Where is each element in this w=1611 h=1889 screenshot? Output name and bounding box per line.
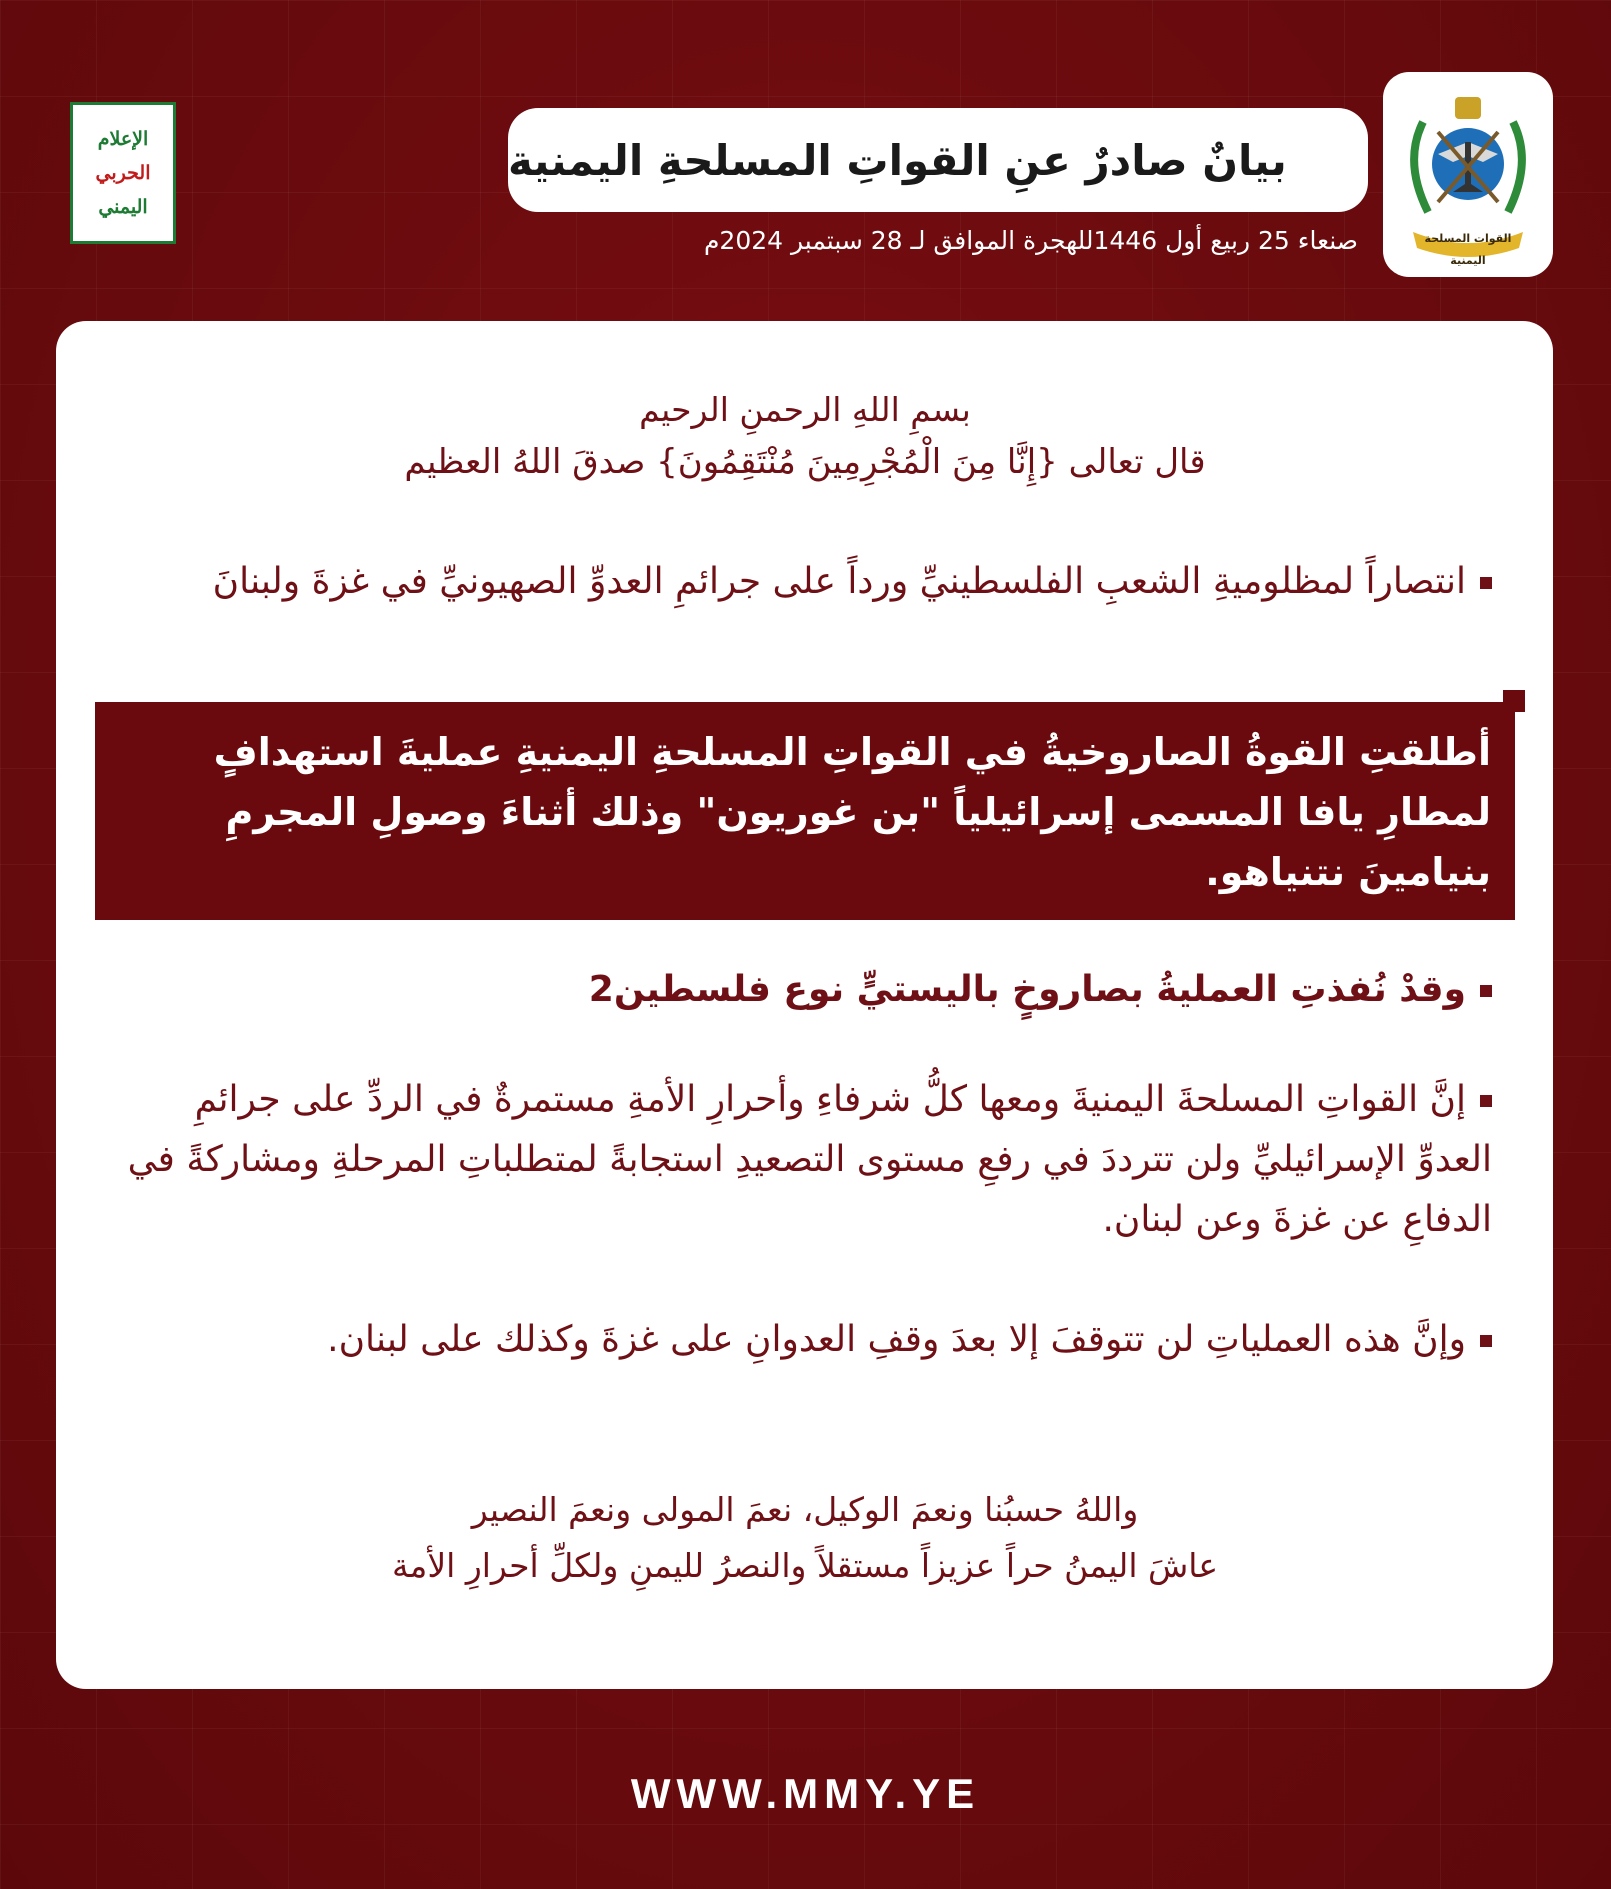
website-url: WWW.MMY.YE [630, 1770, 981, 1817]
paragraph-4-text: وإنَّ هذه العملياتِ لن تتوقفَ إلا بعدَ وقفِ العدوانِ على غزةَ وكذلك على لبنان. [327, 1319, 1466, 1360]
paragraph-4 [120, 1310, 1492, 1370]
paragraph-1-text: انتصاراً لمظلوميةِ الشعبِ الفلسطينيِّ ورداً على جرائمِ العدوِّ الصهيونيِّ في غزةَ ولبنانَ [212, 561, 1466, 602]
basmala: بسمِ اللهِ الرحمنِ الرحيم [639, 390, 971, 429]
logo-line-3: اليمني [98, 196, 148, 218]
bullet-icon [1503, 690, 1525, 712]
bullet-icon [1480, 1335, 1492, 1347]
bullet-icon [1480, 1095, 1492, 1107]
paragraph-2-text: وقدْ نُفذتِ العمليةُ بصاروخٍ باليستيٍّ نوع فلسطين2 [588, 969, 1466, 1010]
closing-line-1: واللهُ حسبُنا ونعمَ الوكيل، نعمَ المولى ونعمَ النصير [471, 1490, 1139, 1529]
armed-forces-emblem [1383, 72, 1553, 277]
paragraph-1 [120, 552, 1492, 612]
bullet-icon [1480, 577, 1492, 589]
title-banner [508, 108, 1368, 212]
logo-line-1: الإعلام [97, 128, 149, 150]
bullet-icon [1480, 985, 1492, 997]
paragraph-3 [120, 1070, 1492, 1250]
highlight-paragraph: أطلقتِ القوةُ الصاروخيةُ في القواتِ المسلحةِ اليمنيةِ عمليةَ استهدافٍ لمطارِ يافا المسمى إسرائيلياً "بن غوريون" وذلك أثناءَ وصولِ المجرمِ بنيامينَ نتنياهو. [213, 730, 1491, 894]
emblem-caption: القوات المسلحة اليمنية [1424, 232, 1512, 267]
paragraph-2 [120, 960, 1492, 1020]
closing-line-2: عاشَ اليمنُ حراً عزيزاً مستقلاً والنصرُ لليمنِ ولكلِّ أحرارِ الأمة [391, 1546, 1219, 1585]
date-line: صنعاء 25 ربيع أول 1446للهجرة الموافق لـ 28 سبتمبر 2024م [703, 226, 1358, 255]
military-media-logo [70, 102, 176, 244]
quran-verse: قال تعالى {إِنَّا مِنَ الْمُجْرِمِينَ مُنْتَقِمُونَ} صدقَ اللهُ العظيم [404, 442, 1206, 482]
page-title: بيانٌ صادرٌ عنِ القواتِ المسلحةِ اليمنية [508, 135, 1287, 185]
logo-line-2: الحربي [95, 162, 151, 184]
paragraph-3-text: إنَّ القواتِ المسلحةَ اليمنيةَ ومعها كلُّ شرفاءِ وأحرارِ الأمةِ مستمرةٌ في الردِّ على جرائمِ العدوِّ الإسرائيليِّ ولن تترددَ في رفعِ مستوى التصعيدِ استجابةً لمتطلباتِ المرحلةِ ومشاركةً في الدفاعِ عن غزةَ وعن لبنان. [127, 1079, 1492, 1240]
